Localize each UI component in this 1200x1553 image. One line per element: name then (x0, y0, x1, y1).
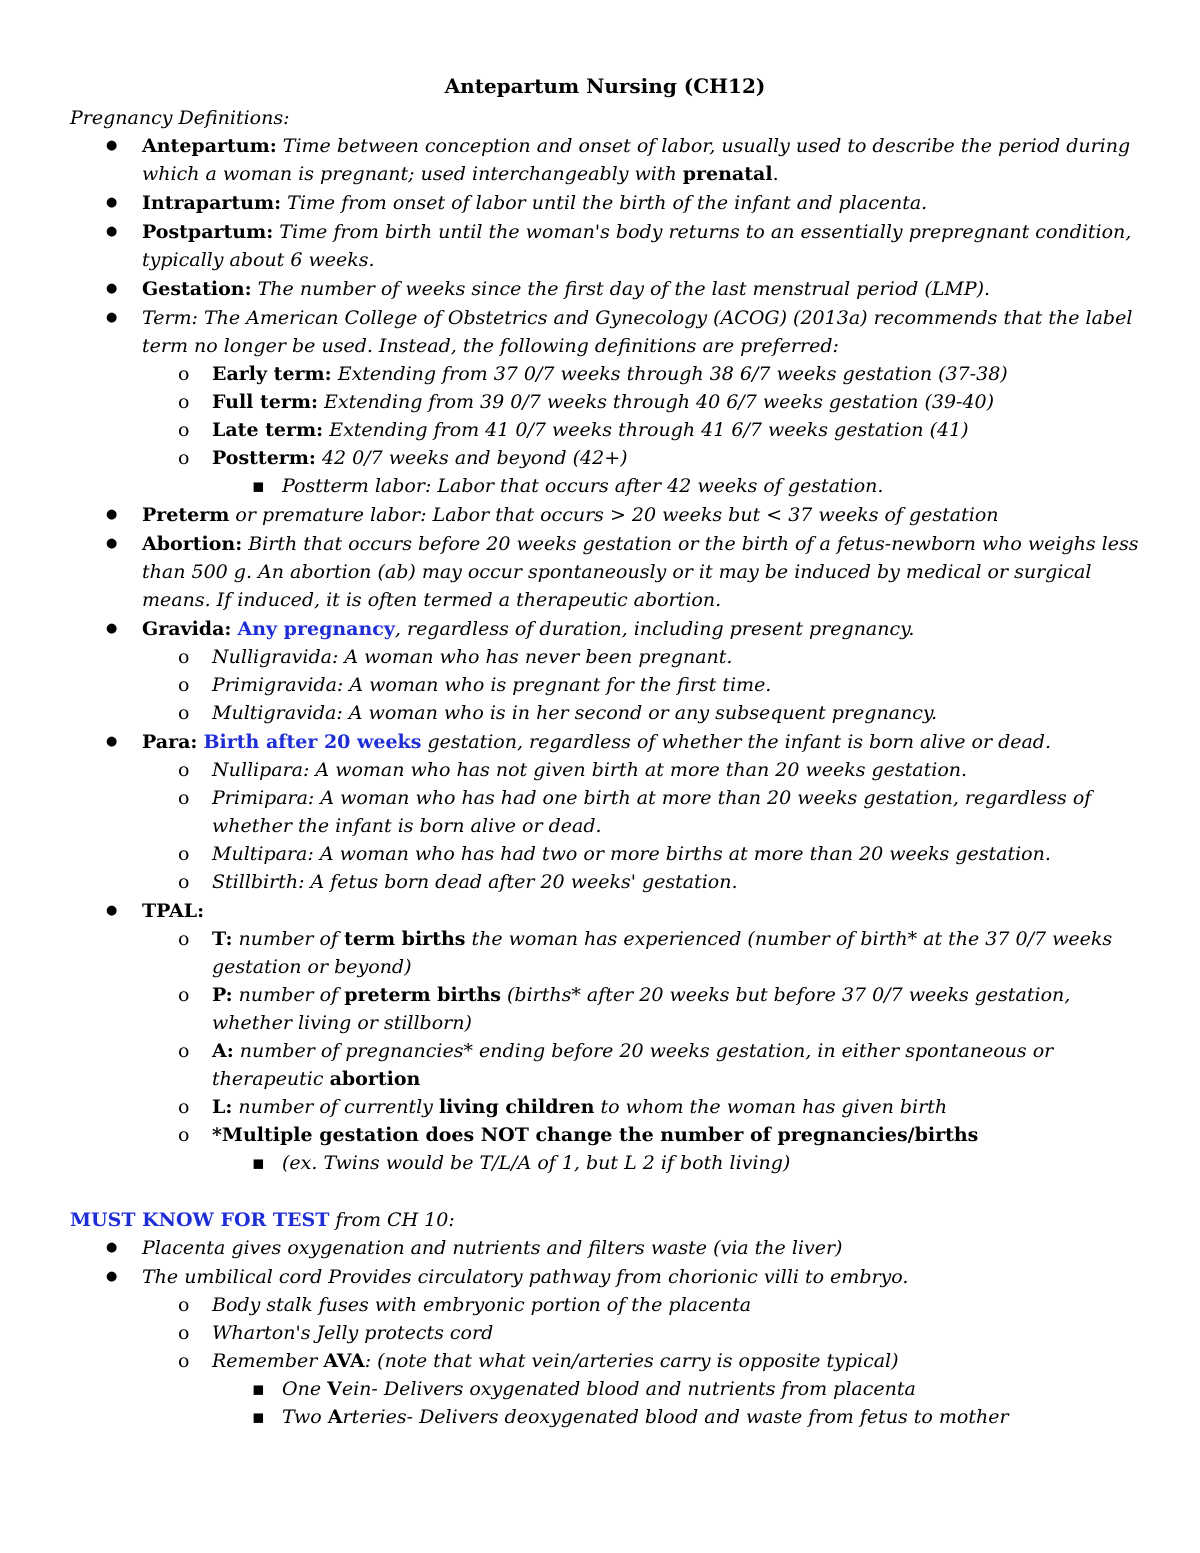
must-know-suffix: from CH 10: (329, 1209, 455, 1231)
cord-sublist (142, 1291, 1140, 1431)
tpal-emphasis: term births (344, 928, 466, 950)
term-definition: Birth that occurs before 20 weeks gestation or the birth of a fetus-newborn who weighs less than 500 g. An abortion (ab) may occur spontaneously or it may be induced by medical or surgical means. If induced, it is often termed a therapeutic abortion. (142, 533, 1139, 611)
vein-emphasis: V (327, 1378, 342, 1400)
list-item-whartons-jelly: o Wharton's Jelly protects cord (70, 1319, 1140, 1347)
multiple-gestation-note: *Multiple gestation does NOT change the number of pregnancies/births (212, 1124, 979, 1146)
ava-text: Remember (212, 1350, 324, 1372)
vein-text: ein- Delivers oxygenated blood and nutrients from placenta (341, 1378, 916, 1400)
list-item-multipara: o Multipara: A woman who has had two or more births at more than 20 weeks gestation. (70, 840, 1140, 868)
gravida-sublist (142, 643, 1140, 727)
list-item-vein (70, 1375, 1140, 1403)
term-end: . (772, 163, 779, 185)
ava-emphasis: AVA (323, 1350, 365, 1372)
multiple-gestation-sublist (212, 1149, 1140, 1177)
tpal-label: A: (212, 1040, 234, 1062)
list-item-late-term (70, 416, 1140, 444)
list-item-nullipara: o Nullipara: A woman who has not given birth at more than 20 weeks gestation. (70, 756, 1140, 784)
list-item-placenta: ● Placenta gives oxygenation and nutrients and filters waste (via the liver) (70, 1234, 1140, 1262)
list-item-tpal-p (70, 981, 1140, 1037)
list-item-primigravida: o Primigravida: A woman who is pregnant for the first time. (70, 671, 1140, 699)
list-item-ava (70, 1347, 1140, 1431)
term-definition: or premature labor: Labor that occurs > 20 weeks but < 37 weeks of gestation (229, 504, 999, 526)
tpal-text: the woman has experienced (number of birth* at the 37 0/7 weeks gestation or beyond) (212, 928, 1113, 978)
tpal-text: number of (232, 984, 345, 1006)
page-title: Antepartum Nursing (CH12) (444, 74, 766, 98)
section-heading-definitions: Pregnancy Definitions: (70, 107, 290, 129)
term-label: Intrapartum: (142, 192, 282, 214)
term-definition: Time from onset of labor until the birth of the infant and placenta. (281, 192, 928, 214)
para-sublist (142, 756, 1140, 896)
tpal-emphasis: abortion (329, 1068, 421, 1090)
term-highlight: Any pregnancy (237, 618, 395, 640)
list-item-umbilical-cord (70, 1263, 1140, 1431)
list-item-primipara: o Primipara: A woman who has had one birth at more than 20 weeks gestation, regardless of whether the infant is born alive or dead. (70, 784, 1140, 840)
list-item-para (70, 728, 1140, 896)
term-label: Early term: (212, 363, 332, 385)
tpal-label: T: (212, 928, 233, 950)
term-definition: Extending from 41 0/7 weeks through 41 6/7 weeks gestation (41) (323, 419, 969, 441)
term-label: Late term: (212, 419, 324, 441)
term-definition: 42 0/7 weeks and beyond (42+) (315, 447, 628, 469)
tpal-emphasis: preterm births (344, 984, 501, 1006)
tpal-text: number of (232, 928, 345, 950)
list-item-tpal-l (70, 1093, 1140, 1121)
arteries-emphasis: A (327, 1406, 343, 1428)
list-item-preterm (70, 501, 1140, 529)
list-item-stillbirth: o Stillbirth: A fetus born dead after 20 weeks' gestation. (70, 868, 1140, 896)
list-item-abortion (70, 530, 1140, 614)
tpal-label: L: (212, 1096, 233, 1118)
list-item-intrapartum (70, 189, 1140, 217)
term-emphasis: prenatal (682, 163, 773, 185)
list-item-multigravida: o Multigravida: A woman who is in her second or any subsequent pregnancy. (70, 699, 1140, 727)
term-label: Postpartum: (142, 221, 274, 243)
list-item-tpal-a (70, 1037, 1140, 1093)
section-spacer (70, 1178, 1140, 1206)
term-definition: Term: The American College of Obstetrics and Gynecology (ACOG) (2013a) recommends that the label term no longer be used. Instead, the following definitions are preferred: (142, 307, 1133, 357)
term-label: Antepartum: (142, 135, 277, 157)
list-item-term (70, 304, 1140, 500)
vein-text: One (282, 1378, 328, 1400)
term-definition: , regardless of duration, including present pregnancy. (394, 618, 915, 640)
term-label: Abortion: (142, 533, 243, 555)
term-definition: Extending from 37 0/7 weeks through 38 6/7 weeks gestation (37-38) (331, 363, 1008, 385)
tpal-text: number of currently (232, 1096, 439, 1118)
tpal-sublist (142, 925, 1140, 1177)
list-item-gravida (70, 615, 1140, 727)
list-item-postterm (70, 444, 1140, 500)
section-heading-must-know (70, 1206, 1140, 1234)
cord-text: The umbilical cord Provides circulatory pathway from chorionic villi to embryo. (142, 1266, 909, 1288)
tpal-text: to whom the woman has given birth (594, 1096, 948, 1118)
list-item-body-stalk: o Body stalk fuses with embryonic portion of the placenta (70, 1291, 1140, 1319)
term-label: Full term: (212, 391, 319, 413)
term-definition: Time between conception and onset of labor, usually used to describe the period during which a woman is pregnant; used interchangeably with (142, 135, 1131, 185)
term-definition: gestation, regardless of whether the infant is born alive or dead. (421, 731, 1052, 753)
ava-sublist (212, 1375, 1140, 1431)
list-item-gestation (70, 275, 1140, 303)
list-item-early-term (70, 360, 1140, 388)
term-definition: Time from birth until the woman's body returns to an essentially prepregnant condition, typically about 6 weeks. (142, 221, 1132, 271)
list-item-postterm-labor: ▪ Postterm labor: Labor that occurs after 42 weeks of gestation. (70, 472, 1140, 500)
list-item-antepartum (70, 132, 1140, 188)
term-label: Para: (142, 731, 198, 753)
term-sublist (142, 360, 1140, 500)
term-label: Preterm (142, 504, 230, 526)
tpal-label: P: (212, 984, 233, 1006)
list-item-nulligravida: o Nulligravida: A woman who has never been pregnant. (70, 643, 1140, 671)
must-know-list (70, 1234, 1140, 1431)
list-item-arteries (70, 1403, 1140, 1431)
tpal-text: number of pregnancies* ending before 20 weeks gestation, in either spontaneous or therapeutic (212, 1040, 1054, 1090)
term-definition: The number of weeks since the first day of the last menstrual period (LMP). (251, 278, 991, 300)
definitions-list (70, 132, 1140, 1177)
postterm-sublist (212, 472, 1140, 500)
list-item-postpartum (70, 218, 1140, 274)
term-label: Gestation: (142, 278, 252, 300)
list-item-tpal (70, 897, 1140, 1177)
term-definition: Extending from 39 0/7 weeks through 40 6/7 weeks gestation (39-40) (318, 391, 995, 413)
tpal-emphasis: living children (438, 1096, 595, 1118)
ava-text: : (note that what vein/arteries carry is opposite typical) (364, 1350, 899, 1372)
list-item-multiple-gestation (70, 1121, 1140, 1177)
tpal-text: (births* after 20 weeks but before 37 0/7 weeks gestation, whether living or stillborn) (212, 984, 1071, 1034)
list-item-tpal-t (70, 925, 1140, 981)
must-know-label: MUST KNOW FOR TEST (70, 1209, 330, 1231)
term-label: Postterm: (212, 447, 316, 469)
arteries-text: Two (282, 1406, 328, 1428)
term-label: TPAL: (142, 900, 205, 922)
term-highlight: Birth after 20 weeks (203, 731, 422, 753)
list-item-full-term (70, 388, 1140, 416)
arteries-text: rteries- Delivers deoxygenated blood and waste from fetus to mother (342, 1406, 1009, 1428)
list-item-twins-example: ▪ (ex. Twins would be T/L/A of 1, but L 2 if both living) (70, 1149, 1140, 1177)
term-label: Gravida: (142, 618, 232, 640)
